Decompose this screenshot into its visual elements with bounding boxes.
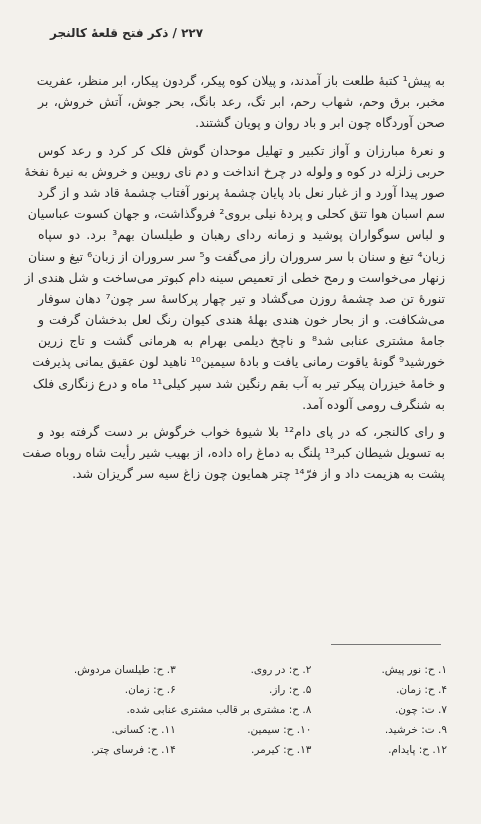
text-line: مخبر، برق وحم، شهاب رحم، ابر تگ، رعد بانگ، بحر جوش، آتش خروش، بر	[38, 94, 445, 110]
text-line: و نعرهٔ مبارزان و آواز تکبیر و تهلیل موحدان گوش فلک کر کرد و رعد کوس	[38, 142, 445, 158]
paragraph-2	[24, 140, 445, 415]
footnote: ۸. ح: مشتری بر قالب مشتری عنابی شده.	[126, 704, 312, 716]
footnote: ۹. ت: خرشید.	[384, 724, 447, 736]
text-line: صحن آوردگاه چون ابر و باد روان و پویان گشتند.	[195, 115, 445, 131]
text-line: زنهار می‌خواست و رمح خطی از تعمیص سینه دام کبوتر می‌ساخت و شل هندی از	[24, 269, 445, 285]
footnote: ۱۰. ح: سیمین.	[247, 724, 312, 736]
text-line: جامهٔ مشتری عنابی شد⁸ و ناچخ دیلمی بهرام به هرمانی گشت و تاج زرین	[38, 333, 445, 349]
footnote-row	[40, 720, 447, 740]
footnote-divider	[331, 644, 441, 645]
footnote: ۱۳. ح: کیرمر.	[251, 744, 312, 756]
text-line: سم اسبان هوا تتق کحلی و پردهٔ نیلی بروی² فروگذاشت، و جهان کسوت عباسیان	[27, 206, 445, 222]
footnote: ۱۴. ح: فرسای چتر.	[90, 744, 176, 756]
main-text	[22, 70, 445, 485]
text-line: تنورهٔ تن صد چشمهٔ روزن می‌گشاد و تیر چهار پرکاسهٔ سر چون⁷ دهان سوفار	[38, 290, 445, 306]
footnote-row	[40, 660, 447, 680]
text-line: به تسویل شیطان کبر¹³ پلنگ به دماغ راه داده، از بهیب شیر رأیت شاه روباه صفت	[22, 445, 445, 461]
text-line: و لباس سوگواران پوشید و زمانه ردای رهبان و طیلسان بهم³ برد. دو سپاه	[38, 227, 445, 243]
text-line: به شنگرف رومی آلوده آمد.	[302, 396, 445, 412]
text-line: و خامهٔ خیزران پیکر تیر به آب بقم رنگین شد سپر کیلی¹¹ ماه و درع زنگاری فلک	[32, 375, 445, 391]
footnote: ۳. ح: طیلسان مردوش.	[73, 664, 176, 676]
footnote: ۵. ح: راز.	[268, 684, 312, 696]
text-line: و رای کالنجر، که در پای دام¹² بلا شیوهٔ خواب خرگوش بر دست گرفته بود و	[38, 424, 445, 439]
paragraph-3	[22, 421, 445, 485]
footnote-row	[40, 680, 447, 700]
footnotes	[40, 660, 447, 760]
footnote: ۴. ح: زمان.	[396, 684, 447, 696]
text-line: به پیش¹ کتبهٔ طلعت باز آمدند، و پیلان کوه پیکر، گردون پیکار، ابر منظر، عفریت	[36, 73, 445, 88]
text-line: حربی زلزله در کوه و ولوله در چرخ انداخت و دم نای رویین و خروش به نیرهٔ نفخهٔ	[24, 163, 445, 179]
text-line: پشت به هزیمت داد و از فرّ¹⁴ چتر همایون چون زاغ سیه سر گریزان شد.	[72, 466, 445, 482]
footnote: ۷. ت: چون.	[394, 704, 447, 716]
footnote: ۶. ح: زمان.	[124, 684, 176, 696]
footnote-row	[40, 740, 447, 760]
footnote: ۲. ح: در روی.	[250, 664, 312, 676]
footnote-row	[40, 700, 447, 720]
text-line: صور پیدا آورد و از غبار نعل باد پایان چشمهٔ پرنور آفتاب چشمهٔ قاد شد و از گرد	[37, 184, 445, 200]
footnote: ۱۱. ح: کسانی.	[111, 724, 176, 736]
text-line: خورشید⁹ گونهٔ یاقوت رمانی یافت و بادهٔ سیمین¹⁰ ناهید لون عقیق یمانی پذیرفت	[32, 354, 445, 370]
footnote: ۱. ح: نور پیش.	[381, 664, 447, 676]
text-line: می‌شکافت. و از بحار خون هندی بهلهٔ هندی کیوان رنگ لعل بدخشان گرفت و	[38, 312, 445, 328]
paragraph-1	[38, 70, 445, 134]
running-header	[50, 26, 436, 40]
page-header-title: ۲۲۷ / ذکر فتح قلعهٔ کالنجر	[50, 26, 204, 40]
footnote: ۱۲. ح: پایدام.	[388, 744, 447, 756]
text-line: زبان⁴ تیغ و سنان با سر سروران راز می‌گفت و⁵ سر سروران از زبان⁶ تیغ و سنان	[28, 248, 445, 264]
